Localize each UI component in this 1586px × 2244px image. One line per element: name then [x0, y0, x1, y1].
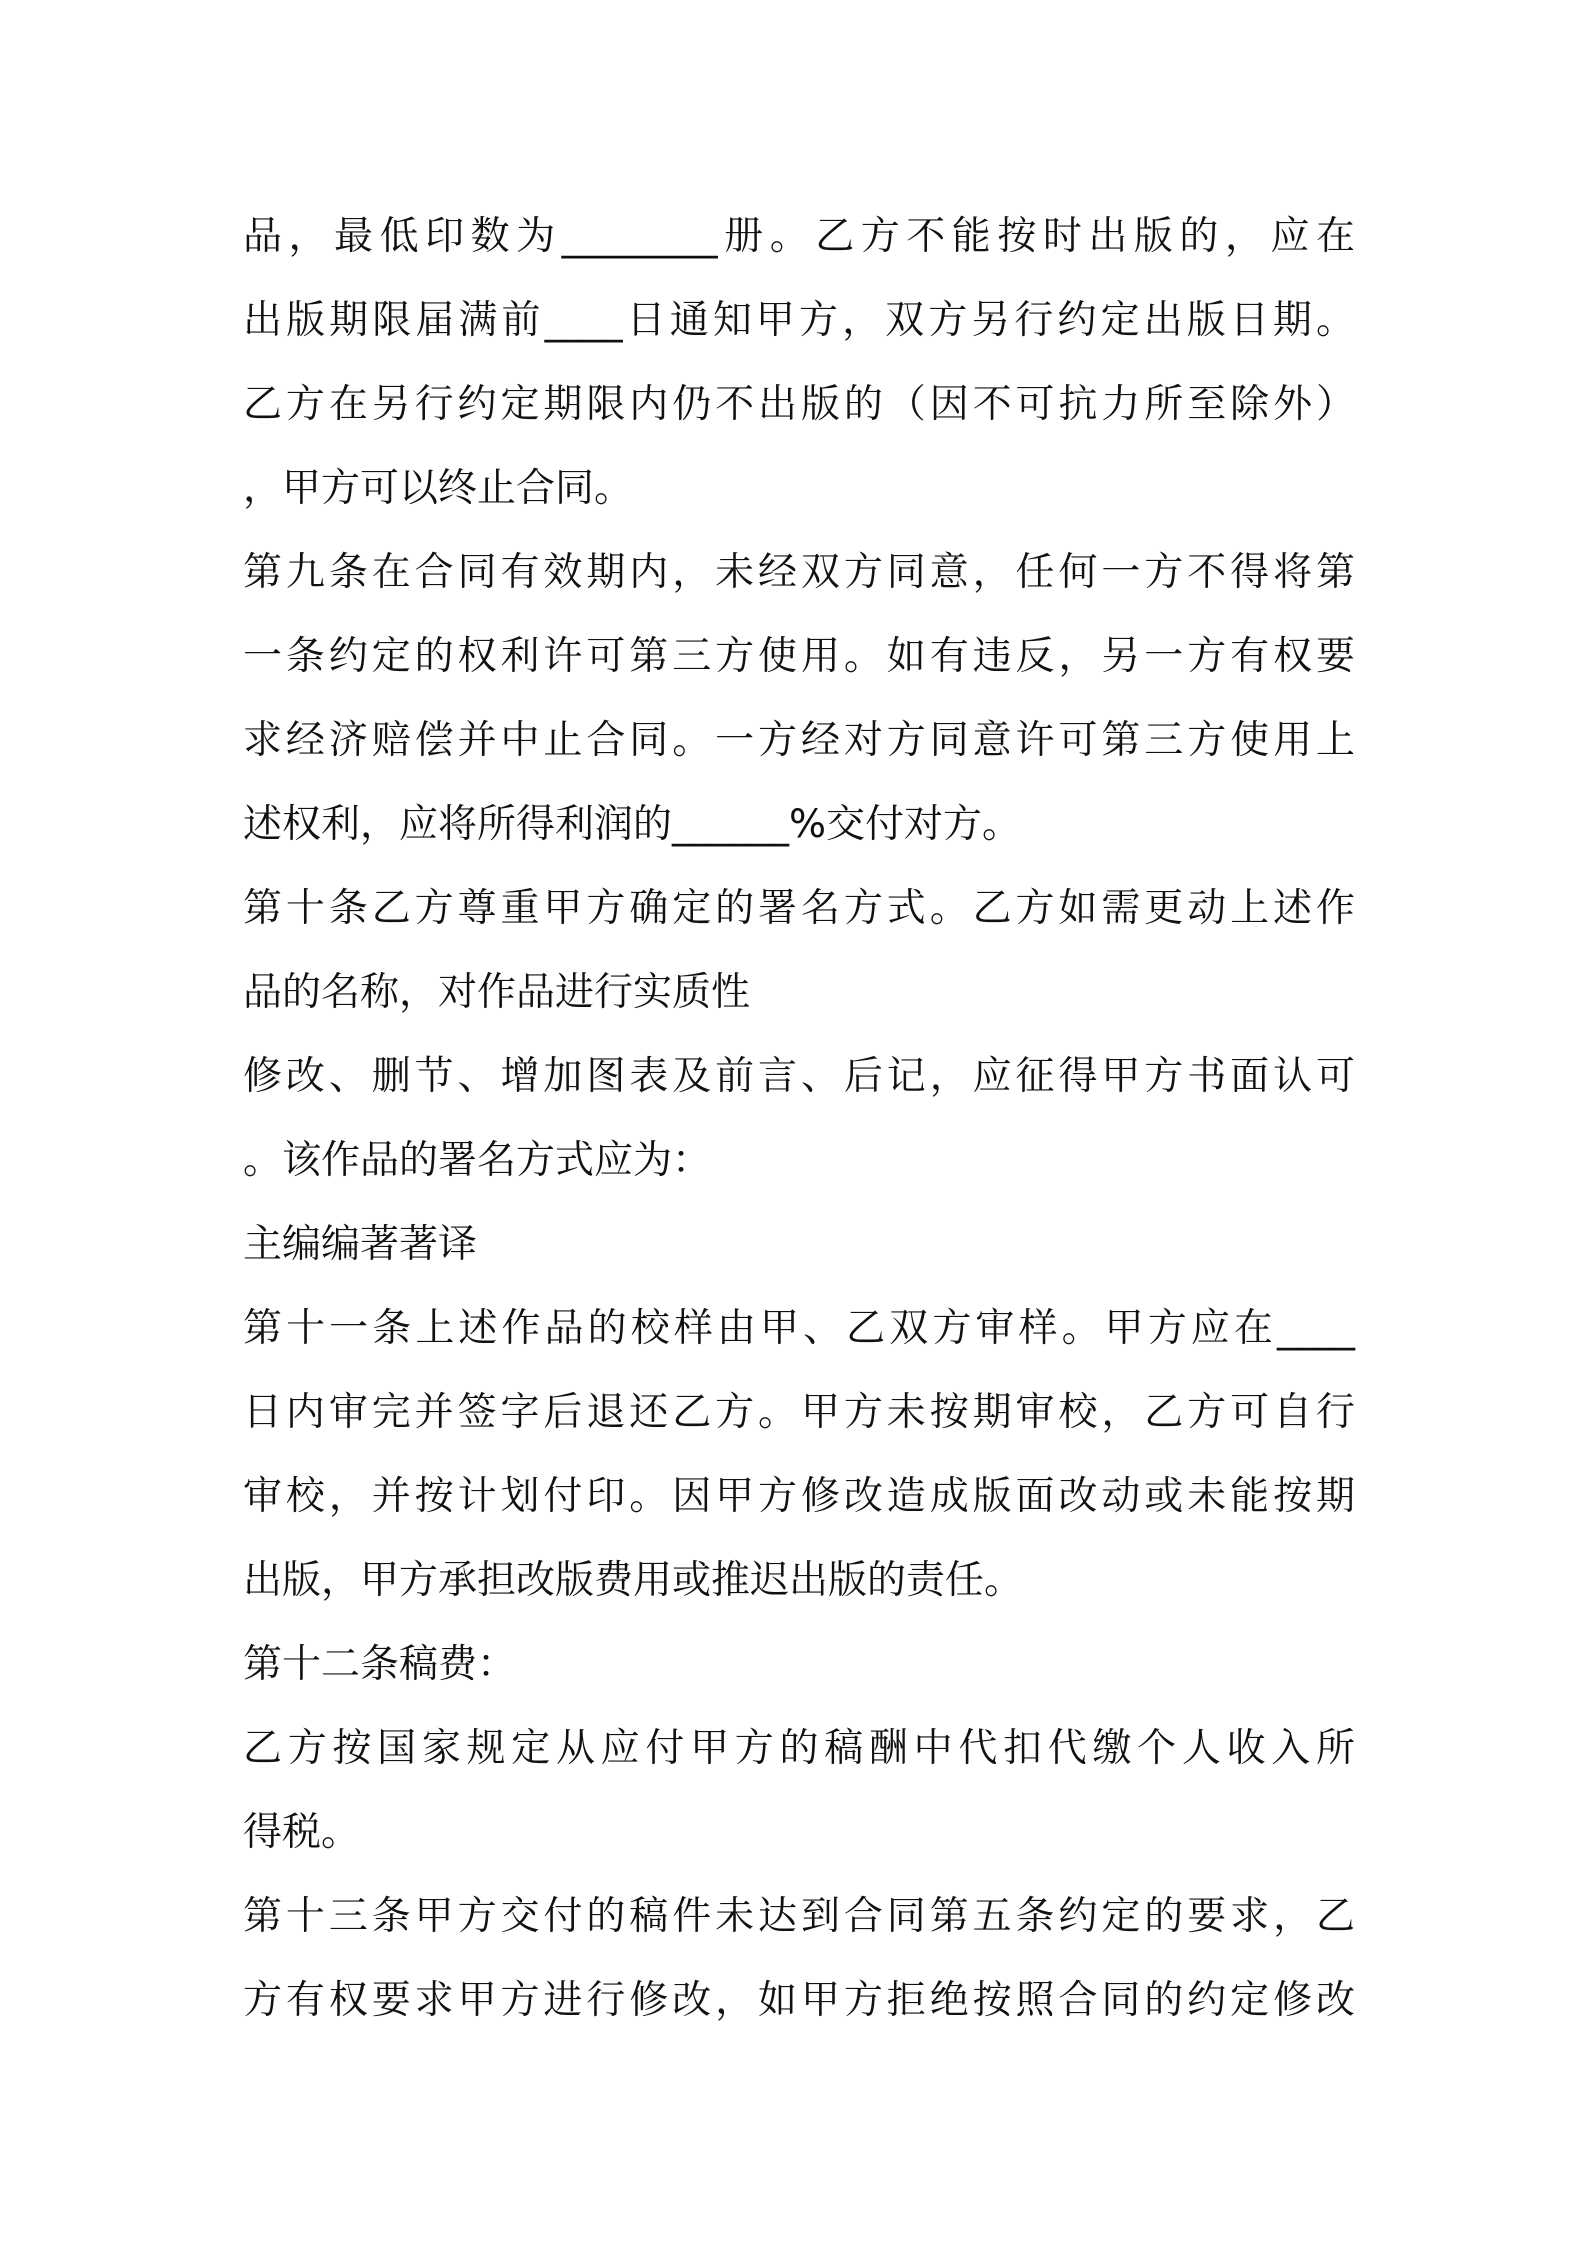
text-line: 求经济赔偿并中止合同。一方经对方同意许可第三方使用上 [243, 718, 1355, 763]
text-line: 审校，并按计划付印。因甲方修改造成版面改动或未能按期 [243, 1474, 1355, 1519]
text-line: 。该作品的署名方式应为： [243, 1138, 712, 1183]
text-line: 述权利，应将所得利润的______%交付对方。 [243, 802, 1022, 847]
text-line: 修改、删节、增加图表及前言、后记，应征得甲方书面认可 [243, 1054, 1355, 1099]
text-line: ，甲方可以终止合同。 [243, 466, 634, 511]
text-line: 方有权要求甲方进行修改，如甲方拒绝按照合同的约定修改 [243, 1978, 1355, 2023]
text-line: 出版，甲方承担改版费用或推迟出版的责任。 [243, 1558, 1024, 1603]
text-line: 一条约定的权利许可第三方使用。如有违反，另一方有权要 [243, 634, 1355, 679]
text-line: 得税。 [243, 1810, 361, 1855]
text-line: 乙方在另行约定期限内仍不出版的（因不可抗力所至除外） [243, 382, 1355, 427]
text-line: 第十一条上述作品的校样由甲、乙双方审样。甲方应在____ [243, 1306, 1355, 1351]
text-line: 第十三条甲方交付的稿件未达到合同第五条约定的要求，乙 [243, 1894, 1355, 1939]
text-line: 品的名称，对作品进行实质性 [243, 970, 751, 1015]
text-line: 主编编著著译 [243, 1222, 478, 1267]
text-line: 第九条在合同有效期内，未经双方同意，任何一方不得将第 [243, 550, 1355, 595]
text-line: 品，最低印数为________册。乙方不能按时出版的，应在 [243, 214, 1355, 259]
text-line: 乙方按国家规定从应付甲方的稿酬中代扣代缴个人收入所 [243, 1726, 1355, 1771]
text-line: 出版期限届满前____日通知甲方，双方另行约定出版日期。 [243, 298, 1355, 343]
document-body [243, 195, 1355, 2043]
text-line: 第十二条稿费： [243, 1642, 517, 1687]
text-line: 第十条乙方尊重甲方确定的署名方式。乙方如需更动上述作 [243, 886, 1355, 931]
text-line: 日内审完并签字后退还乙方。甲方未按期审校，乙方可自行 [243, 1390, 1355, 1435]
